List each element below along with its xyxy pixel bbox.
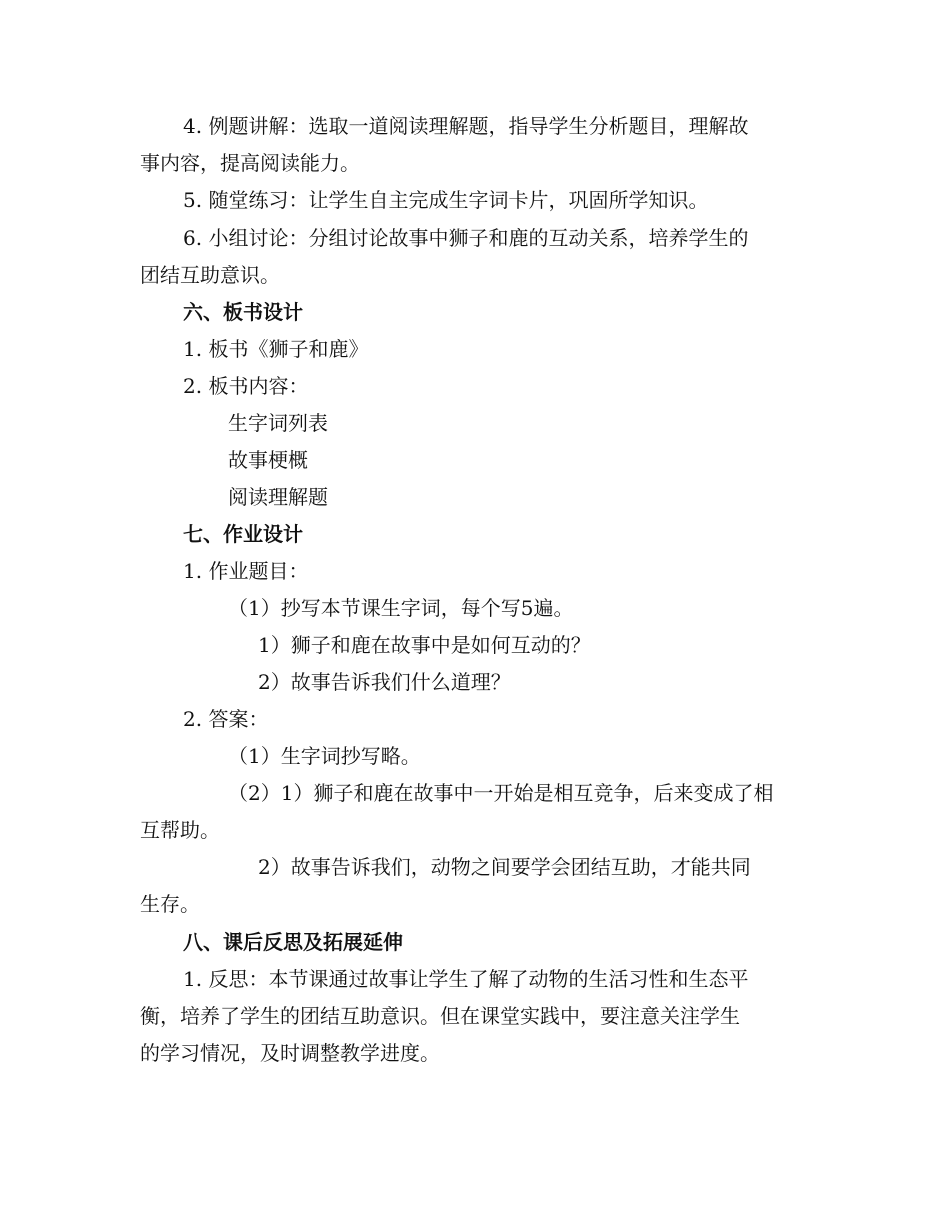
section-heading: 六、板书设计	[183, 300, 303, 324]
section-heading: 七、作业设计	[183, 522, 303, 546]
section-heading: 八、课后反思及拓展延伸	[183, 930, 403, 954]
paragraph-line: 1. 反思：本节课通过故事让学生了解了动物的生活习性和生态平	[183, 967, 749, 991]
list-item: 2）故事告诉我们，动物之间要学会团结互助，才能共同	[258, 855, 751, 879]
paragraph-line: 团结互助意识。	[140, 263, 280, 287]
paragraph-line: 事内容，提高阅读能力。	[140, 151, 360, 175]
list-item: 生字词列表	[228, 411, 328, 435]
paragraph-line: 5. 随堂练习：让学生自主完成生字词卡片，巩固所学知识。	[183, 188, 709, 212]
list-item: 1）狮子和鹿在故事中是如何互动的？	[258, 633, 591, 657]
paragraph-line: 的学习情况，及时调整教学进度。	[140, 1041, 440, 1065]
paragraph-line: 2. 答案：	[183, 707, 269, 731]
paragraph-line: 1. 作业题目：	[183, 559, 309, 583]
paragraph-line: 6. 小组讨论：分组讨论故事中狮子和鹿的互动关系，培养学生的	[183, 226, 749, 250]
list-item: 阅读理解题	[228, 485, 328, 509]
paragraph-line: 2. 板书内容：	[183, 374, 309, 398]
paragraph-line: 4. 例题讲解：选取一道阅读理解题，指导学生分析题目，理解故	[183, 114, 749, 138]
paragraph-line: 生存。	[140, 892, 200, 916]
paragraph-line: 1. 板书《狮子和鹿》	[183, 337, 369, 361]
list-item: （2）1）狮子和鹿在故事中一开始是相互竞争，后来变成了相	[228, 781, 774, 805]
list-item: 故事梗概	[228, 448, 308, 472]
list-item: （1）抄写本节课生字词，每个写5遍。	[228, 596, 574, 620]
paragraph-line: 互帮助。	[140, 818, 220, 842]
list-item: 2）故事告诉我们什么道理？	[258, 670, 511, 694]
list-item: （1）生字词抄写略。	[228, 744, 421, 768]
paragraph-line: 衡，培养了学生的团结互助意识。但在课堂实践中，要注意关注学生	[140, 1004, 740, 1028]
